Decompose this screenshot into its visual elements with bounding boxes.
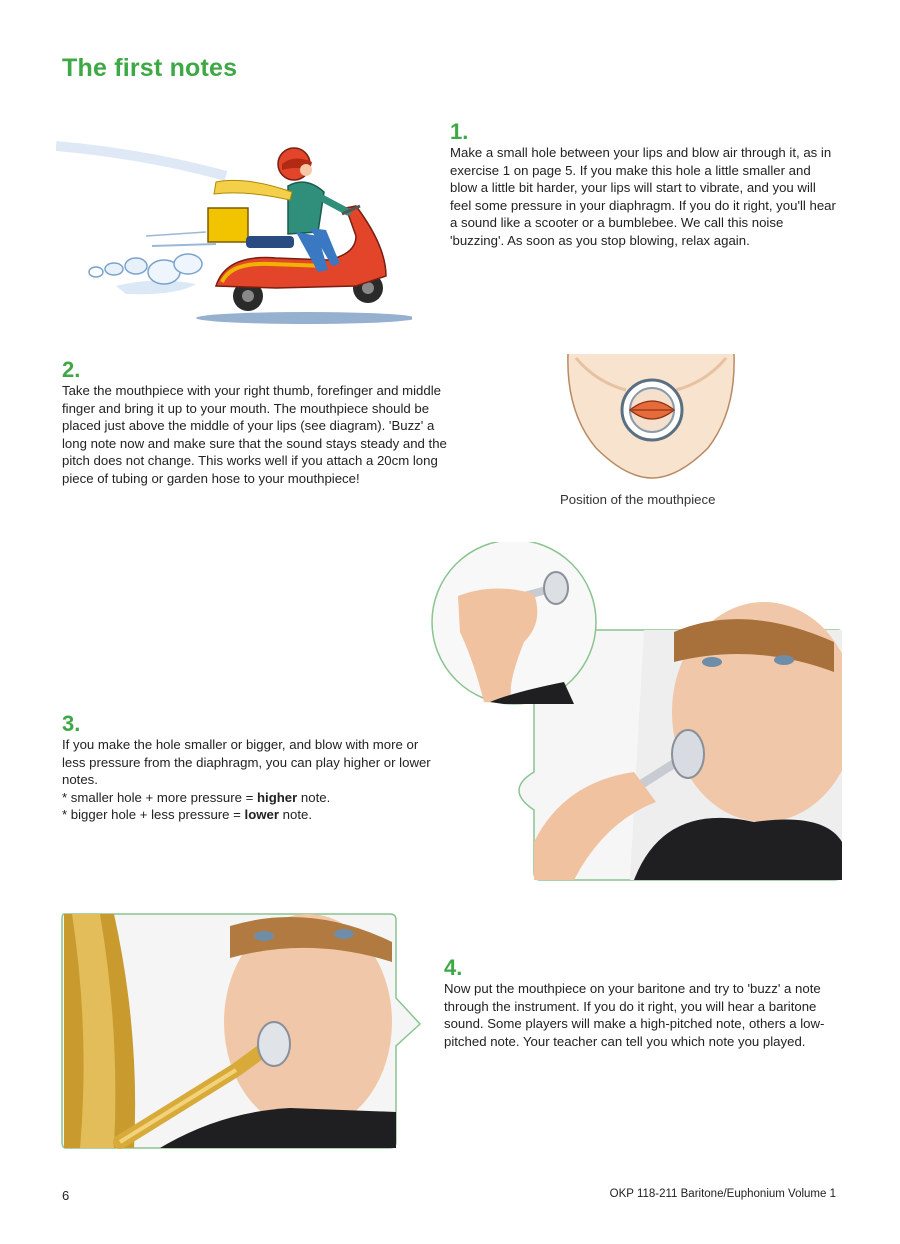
page-title: The first notes <box>62 54 238 82</box>
step-text: Make a small hole between your lips and blow air through it, as in exercise 1 on page 5. If you make this hole a little smaller and blow a little bit harder, your lips will start to vibrate, and you will feel some pressure in your diaphragm. If you do it right, you'll hear a sound like a scooter or a bumblebee. We call this noise 'buzzing'. As soon as you stop blowing, relax again. <box>450 145 836 248</box>
step-3 <box>62 712 442 824</box>
step-text: If you make the hole smaller or bigger, and blow with more or less pressure from the diaphragm, you can play higher or lower notes. <box>62 737 431 788</box>
step-2 <box>62 358 452 488</box>
publication-reference: OKP 118-211 Baritone/Euphonium Volume 1 <box>609 1188 836 1200</box>
step-number: 2. <box>62 357 81 382</box>
bullet-higher <box>62 789 442 807</box>
diagram-caption: Position of the mouthpiece <box>560 492 716 507</box>
photo-buzzing-mouthpiece <box>424 542 842 882</box>
step-number: 3. <box>62 711 81 736</box>
bullet-prefix: * bigger hole + less pressure = <box>62 807 245 823</box>
photo-baritone-playing <box>60 912 422 1150</box>
bullet-suffix: note. <box>297 789 331 805</box>
bullet-lower <box>62 806 442 824</box>
step-text: Now put the mouthpiece on your baritone and try to 'buzz' a note through the instrument. If you do it right, you will hear a baritone sound. Some players will make a high-pitched note, others a low-pitched note. Your teacher can tell you which note you played. <box>444 981 825 1049</box>
step-1 <box>450 120 840 250</box>
bullet-keyword: higher <box>256 789 298 805</box>
step-text: Take the mouthpiece with your right thumb, forefinger and middle finger and bring it up to your mouth. The mouthpiece should be placed just above the middle of your lips (see diagram). 'Buzz' a long note now and make sure that the sound stays steady and the pitch does not change. This works well if you attach a 20cm long piece of tubing or garden hose to your mouthpiece! <box>62 383 447 486</box>
bullet-keyword: lower <box>244 807 279 823</box>
step-number: 1. <box>450 119 469 144</box>
scooter-illustration <box>56 136 412 328</box>
mouthpiece-position-diagram <box>566 352 738 480</box>
bullet-prefix: * smaller hole + more pressure = <box>62 789 257 805</box>
bullet-suffix: note. <box>279 807 312 823</box>
page-number: 6 <box>62 1188 70 1203</box>
step-number: 4. <box>444 955 463 980</box>
step-4 <box>444 956 840 1050</box>
